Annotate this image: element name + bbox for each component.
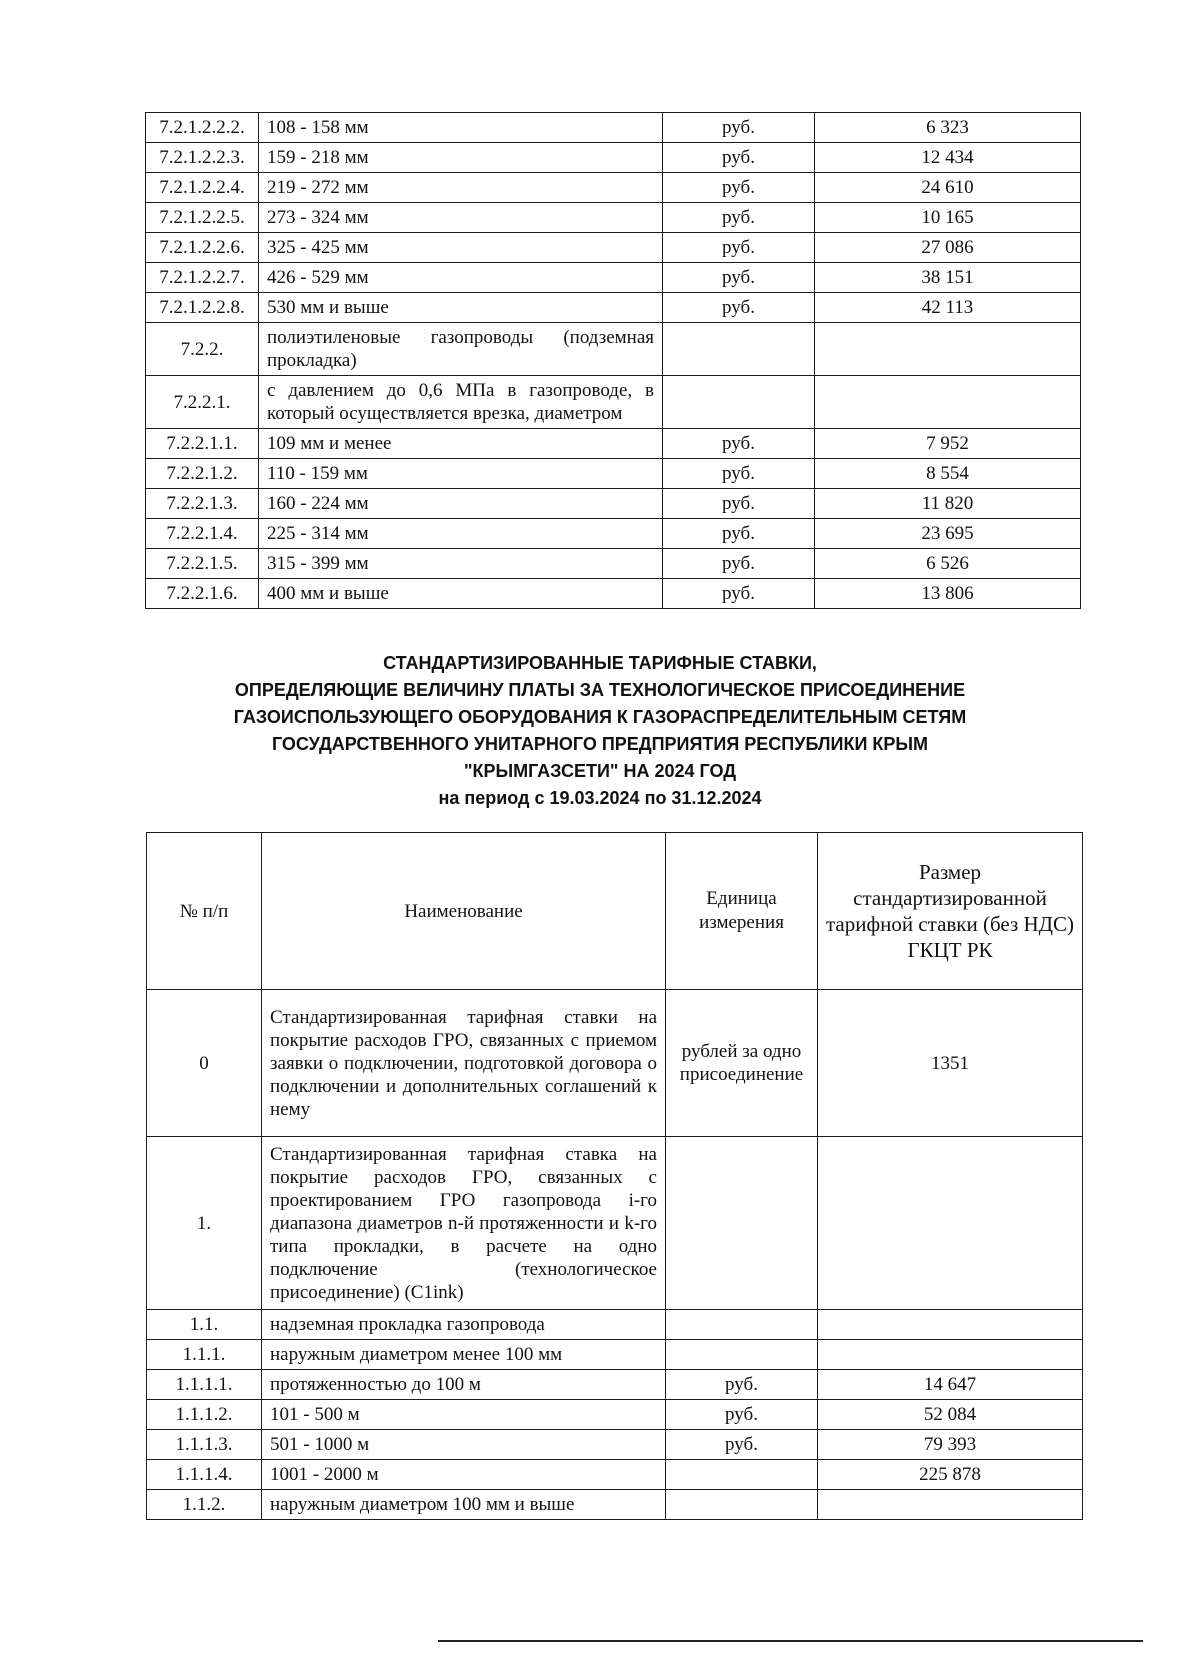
row-name: 315 - 399 мм <box>259 549 663 579</box>
row-name: надземная прокладка газопровода <box>262 1310 666 1340</box>
row-value <box>818 1137 1083 1310</box>
row-value: 6 323 <box>815 113 1081 143</box>
row-name: 530 мм и выше <box>259 293 663 323</box>
row-unit: руб. <box>663 233 815 263</box>
row-value: 38 151 <box>815 263 1081 293</box>
row-unit <box>666 1340 818 1370</box>
row-unit: руб. <box>666 1370 818 1400</box>
row-name: наружным диаметром менее 100 мм <box>262 1340 666 1370</box>
table-row <box>146 549 1081 579</box>
row-value: 6 526 <box>815 549 1081 579</box>
table-row <box>146 203 1081 233</box>
column-header-name: Наименование <box>262 833 666 990</box>
heading-line: ОПРЕДЕЛЯЮЩИЕ ВЕЛИЧИНУ ПЛАТЫ ЗА ТЕХНОЛОГИЧЕСКОЕ ПРИСОЕДИНЕНИЕ <box>234 680 966 700</box>
row-unit: рублей за одно присоединение <box>666 990 818 1137</box>
table-row <box>147 1370 1083 1400</box>
row-value: 27 086 <box>815 233 1081 263</box>
table-row <box>146 489 1081 519</box>
row-name: 1001 - 2000 м <box>262 1460 666 1490</box>
row-name: протяженностью до 100 м <box>262 1370 666 1400</box>
row-number: 7.2.2.1.2. <box>146 459 259 489</box>
column-header-unit: Единица измерения <box>666 833 818 990</box>
table-row <box>146 459 1081 489</box>
row-name: 325 - 425 мм <box>259 233 663 263</box>
row-number: 0 <box>147 990 262 1137</box>
row-name: с давлением до 0,6 МПа в газопроводе, в который осуществляется врезка, диаметром <box>259 376 663 429</box>
row-number: 1.1.1.4. <box>147 1460 262 1490</box>
row-number: 7.2.2.1.5. <box>146 549 259 579</box>
row-value: 42 113 <box>815 293 1081 323</box>
table-row <box>146 376 1081 429</box>
table-row <box>146 579 1081 609</box>
heading-line: СТАНДАРТИЗИРОВАННЫЕ ТАРИФНЫЕ СТАВКИ, <box>383 653 817 673</box>
table-row <box>147 1310 1083 1340</box>
row-name: 108 - 158 мм <box>259 113 663 143</box>
table-row <box>146 263 1081 293</box>
row-name: 219 - 272 мм <box>259 173 663 203</box>
row-unit <box>666 1137 818 1310</box>
table-row <box>146 323 1081 376</box>
row-number: 1. <box>147 1137 262 1310</box>
row-value <box>818 1490 1083 1520</box>
row-unit: руб. <box>663 519 815 549</box>
table-row <box>146 233 1081 263</box>
row-name: Стандартизированная тарифная ставки на покрытие расходов ГРО, связанных с приемом заявки о подключении, подготовкой договора о подключении и дополнительных соглашений к нему <box>262 990 666 1137</box>
row-name: 109 мм и менее <box>259 429 663 459</box>
row-unit <box>666 1460 818 1490</box>
row-value: 8 554 <box>815 459 1081 489</box>
heading-line: "КРЫМГАЗСЕТИ" НА 2024 ГОД <box>463 761 737 781</box>
row-name: наружным диаметром 100 мм и выше <box>262 1490 666 1520</box>
row-number: 1.1. <box>147 1310 262 1340</box>
row-unit: руб. <box>663 549 815 579</box>
row-unit: руб. <box>663 489 815 519</box>
row-name: 159 - 218 мм <box>259 143 663 173</box>
row-unit <box>663 376 815 429</box>
row-number: 7.2.2.1.1. <box>146 429 259 459</box>
row-name: полиэтиленовые газопроводы (подземная прокладка) <box>259 323 663 376</box>
row-unit <box>666 1310 818 1340</box>
row-number: 1.1.2. <box>147 1490 262 1520</box>
table-row <box>147 1340 1083 1370</box>
row-unit <box>666 1490 818 1520</box>
row-value <box>815 323 1081 376</box>
row-unit: руб. <box>663 293 815 323</box>
column-header-number: № п/п <box>147 833 262 990</box>
row-number: 1.1.1.1. <box>147 1370 262 1400</box>
row-unit: руб. <box>663 579 815 609</box>
row-number: 7.2.2. <box>146 323 259 376</box>
row-value: 79 393 <box>818 1430 1083 1460</box>
row-unit: руб. <box>663 113 815 143</box>
row-number: 7.2.1.2.2.7. <box>146 263 259 293</box>
table-row <box>147 1400 1083 1430</box>
column-header-value: Размер стандартизированной тарифной ставки (без НДС) ГКЦТ РК <box>818 833 1083 990</box>
tariff-table <box>146 832 1083 1520</box>
row-number: 1.1.1.2. <box>147 1400 262 1430</box>
table-row <box>146 113 1081 143</box>
row-value: 13 806 <box>815 579 1081 609</box>
heading-period: на период с 19.03.2024 по 31.12.2024 <box>438 788 762 808</box>
row-value: 52 084 <box>818 1400 1083 1430</box>
row-number: 7.2.1.2.2.4. <box>146 173 259 203</box>
heading-line: ГАЗОИСПОЛЬЗУЮЩЕГО ОБОРУДОВАНИЯ К ГАЗОРАСПРЕДЕЛИТЕЛЬНЫМ СЕТЯМ <box>233 707 967 727</box>
table-row <box>147 990 1083 1137</box>
table-row <box>146 293 1081 323</box>
row-value: 11 820 <box>815 489 1081 519</box>
row-value <box>818 1340 1083 1370</box>
row-value: 14 647 <box>818 1370 1083 1400</box>
row-value: 225 878 <box>818 1460 1083 1490</box>
row-unit: руб. <box>666 1400 818 1430</box>
row-number: 7.2.2.1.6. <box>146 579 259 609</box>
table-row <box>146 429 1081 459</box>
table-row <box>147 1430 1083 1460</box>
row-unit: руб. <box>663 173 815 203</box>
table-row <box>147 1490 1083 1520</box>
table-row <box>147 1137 1083 1310</box>
row-number: 7.2.1.2.2.5. <box>146 203 259 233</box>
row-number: 7.2.2.1. <box>146 376 259 429</box>
row-value <box>818 1310 1083 1340</box>
row-unit: руб. <box>666 1430 818 1460</box>
tariff-table-continued-body <box>146 113 1081 609</box>
footer-divider <box>438 1640 1143 1642</box>
row-number: 7.2.1.2.2.6. <box>146 233 259 263</box>
row-name: 273 - 324 мм <box>259 203 663 233</box>
row-number: 7.2.1.2.2.8. <box>146 293 259 323</box>
row-value: 23 695 <box>815 519 1081 549</box>
row-number: 7.2.1.2.2.2. <box>146 113 259 143</box>
section-heading <box>150 650 1050 812</box>
row-value: 24 610 <box>815 173 1081 203</box>
heading-line: ГОСУДАРСТВЕННОГО УНИТАРНОГО ПРЕДПРИЯТИЯ РЕСПУБЛИКИ КРЫМ <box>271 734 929 754</box>
row-number: 7.2.1.2.2.3. <box>146 143 259 173</box>
row-name: 426 - 529 мм <box>259 263 663 293</box>
table-header-row <box>147 833 1083 990</box>
row-value: 10 165 <box>815 203 1081 233</box>
row-unit <box>663 323 815 376</box>
row-name: 110 - 159 мм <box>259 459 663 489</box>
row-unit: руб. <box>663 263 815 293</box>
row-number: 1.1.1.3. <box>147 1430 262 1460</box>
table-row <box>146 143 1081 173</box>
row-number: 1.1.1. <box>147 1340 262 1370</box>
row-name: 400 мм и выше <box>259 579 663 609</box>
row-unit: руб. <box>663 203 815 233</box>
row-unit: руб. <box>663 429 815 459</box>
row-name: Стандартизированная тарифная ставка на покрытие расходов ГРО, связанных с проектированием ГРО газопровода i-го диапазона диаметров n-й протяженности и k-го типа прокладки, в расчете на одно подключение (технологическое присоединение) (C1ink) <box>262 1137 666 1310</box>
row-value <box>815 376 1081 429</box>
row-name: 501 - 1000 м <box>262 1430 666 1460</box>
row-name: 160 - 224 мм <box>259 489 663 519</box>
row-unit: руб. <box>663 459 815 489</box>
tariff-table-continued <box>145 112 1081 609</box>
row-value: 12 434 <box>815 143 1081 173</box>
row-unit: руб. <box>663 143 815 173</box>
row-value: 7 952 <box>815 429 1081 459</box>
table-row <box>146 519 1081 549</box>
row-number: 7.2.2.1.3. <box>146 489 259 519</box>
table-row <box>147 1460 1083 1490</box>
row-name: 225 - 314 мм <box>259 519 663 549</box>
row-value: 1351 <box>818 990 1083 1137</box>
row-name: 101 - 500 м <box>262 1400 666 1430</box>
table-row <box>146 173 1081 203</box>
row-number: 7.2.2.1.4. <box>146 519 259 549</box>
